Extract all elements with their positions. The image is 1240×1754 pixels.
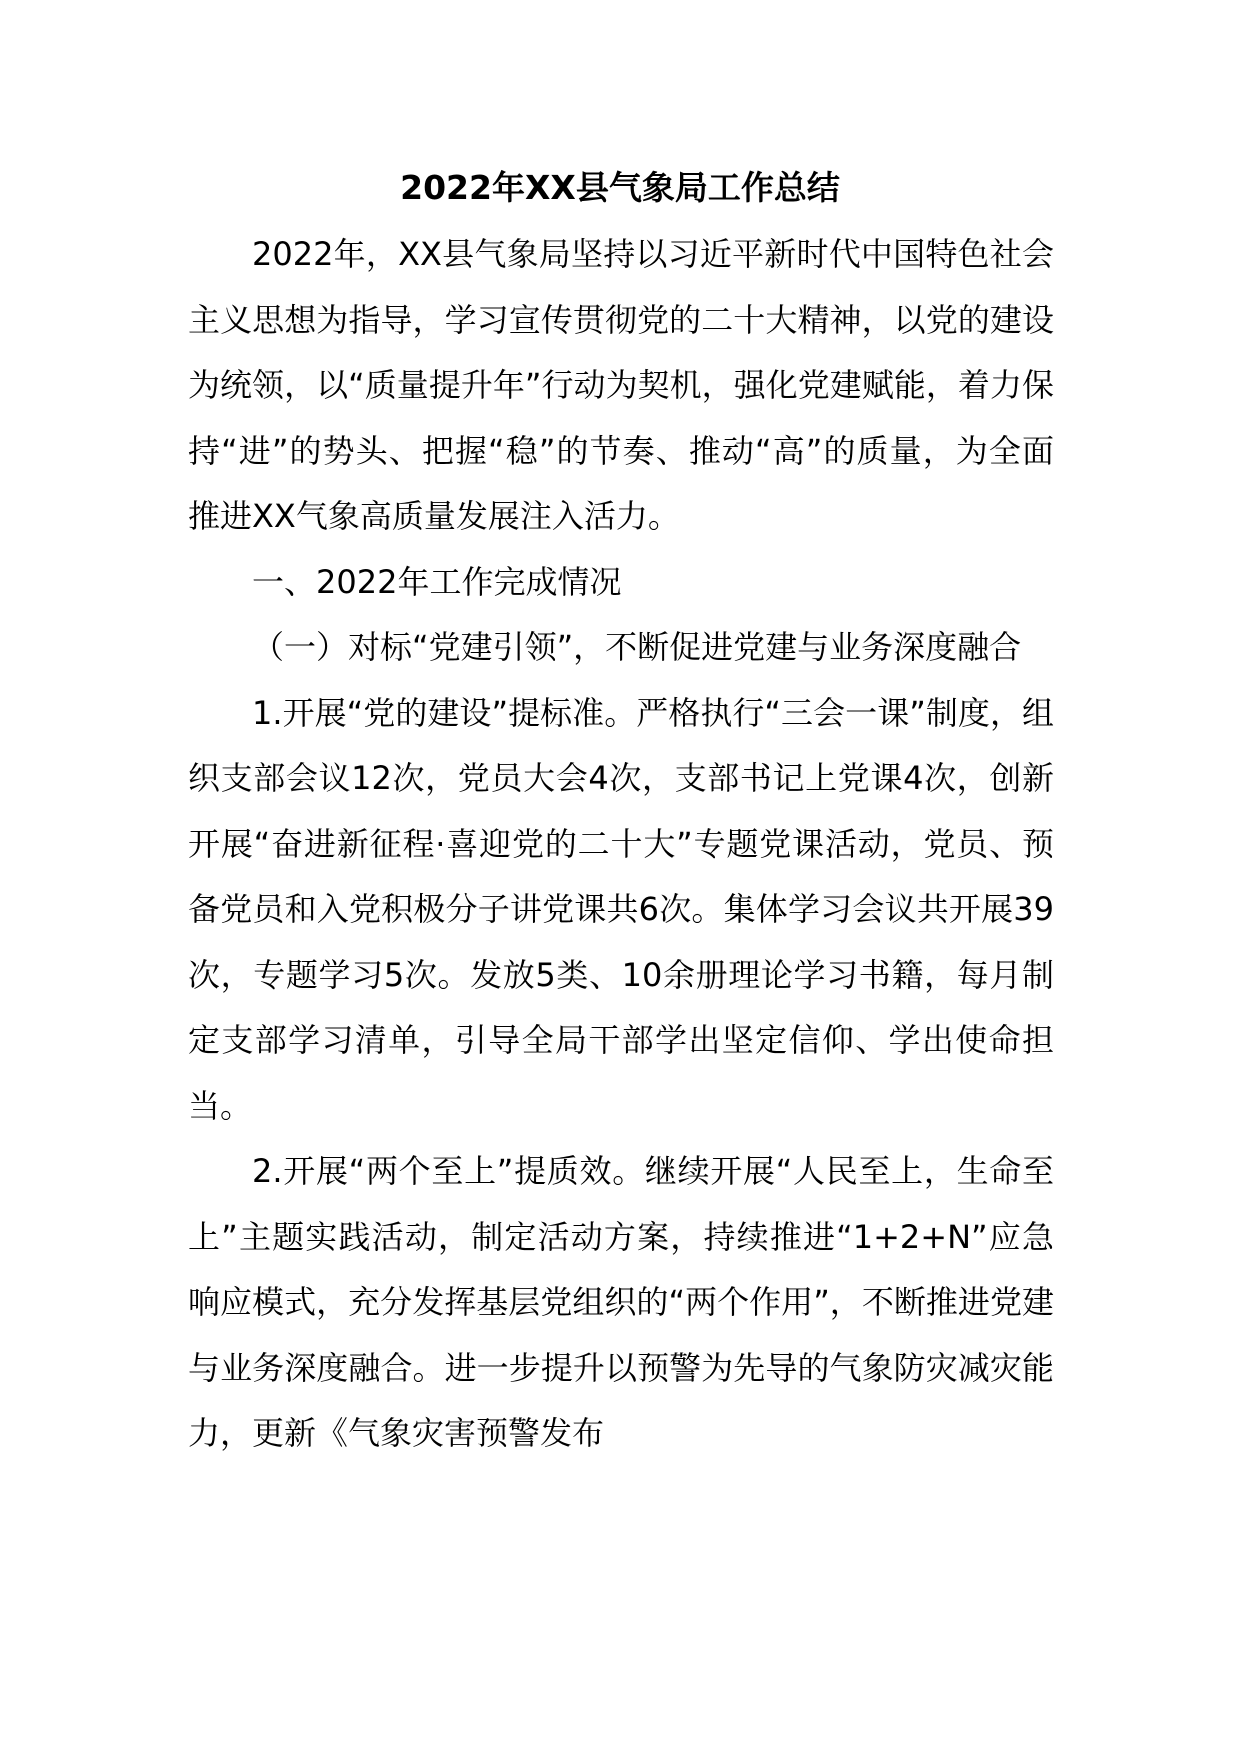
paragraph-item-1: 1.开展“党的建设”提标准。严格执行“三会一课”制度，组织支部会议12次，党员大会4次，支部书记上党课4次，创新开展“奋进新征程·喜迎党的二十大”专题党课活动，党员、预备党员和入党积极分子讲党课共6次。集体学习会议共开展39次，专题学习5次。发放5类、10余册理论学习书籍，每月制定支部学习清单，引导全局干部学出坚定信仰、学出使命担当。 — [188, 693, 1054, 1125]
document-body — [188, 222, 1054, 1467]
section-heading-1: 一、2022年工作完成情况 — [252, 562, 622, 601]
subsection-heading-1: （一）对标“党建引领”，不断促进党建与业务深度融合 — [252, 628, 1022, 666]
paragraph-item-2: 2.开展“两个至上”提质效。继续开展“人民至上，生命至上”主题实践活动，制定活动方案，持续推进“1+2+N”应急响应模式，充分发挥基层党组织的“两个作用”，不断推进党建与业务深度融合。进一步提升以预警为先导的气象防灾减灾能力，更新《气象灾害预警发布 — [188, 1152, 1054, 1452]
paragraph-intro: 2022年，XX县气象局坚持以习近平新时代中国特色社会主义思想为指导，学习宣传贯彻党的二十大精神，以党的建设为统领，以“质量提升年”行动为契机，强化党建赋能，着力保持“进”的势头、把握“稳”的节奏、推动“高”的质量，为全面推进XX气象高质量发展注入活力。 — [188, 235, 1054, 535]
document-title: 2022年XX县气象局工作总结 — [400, 168, 840, 207]
